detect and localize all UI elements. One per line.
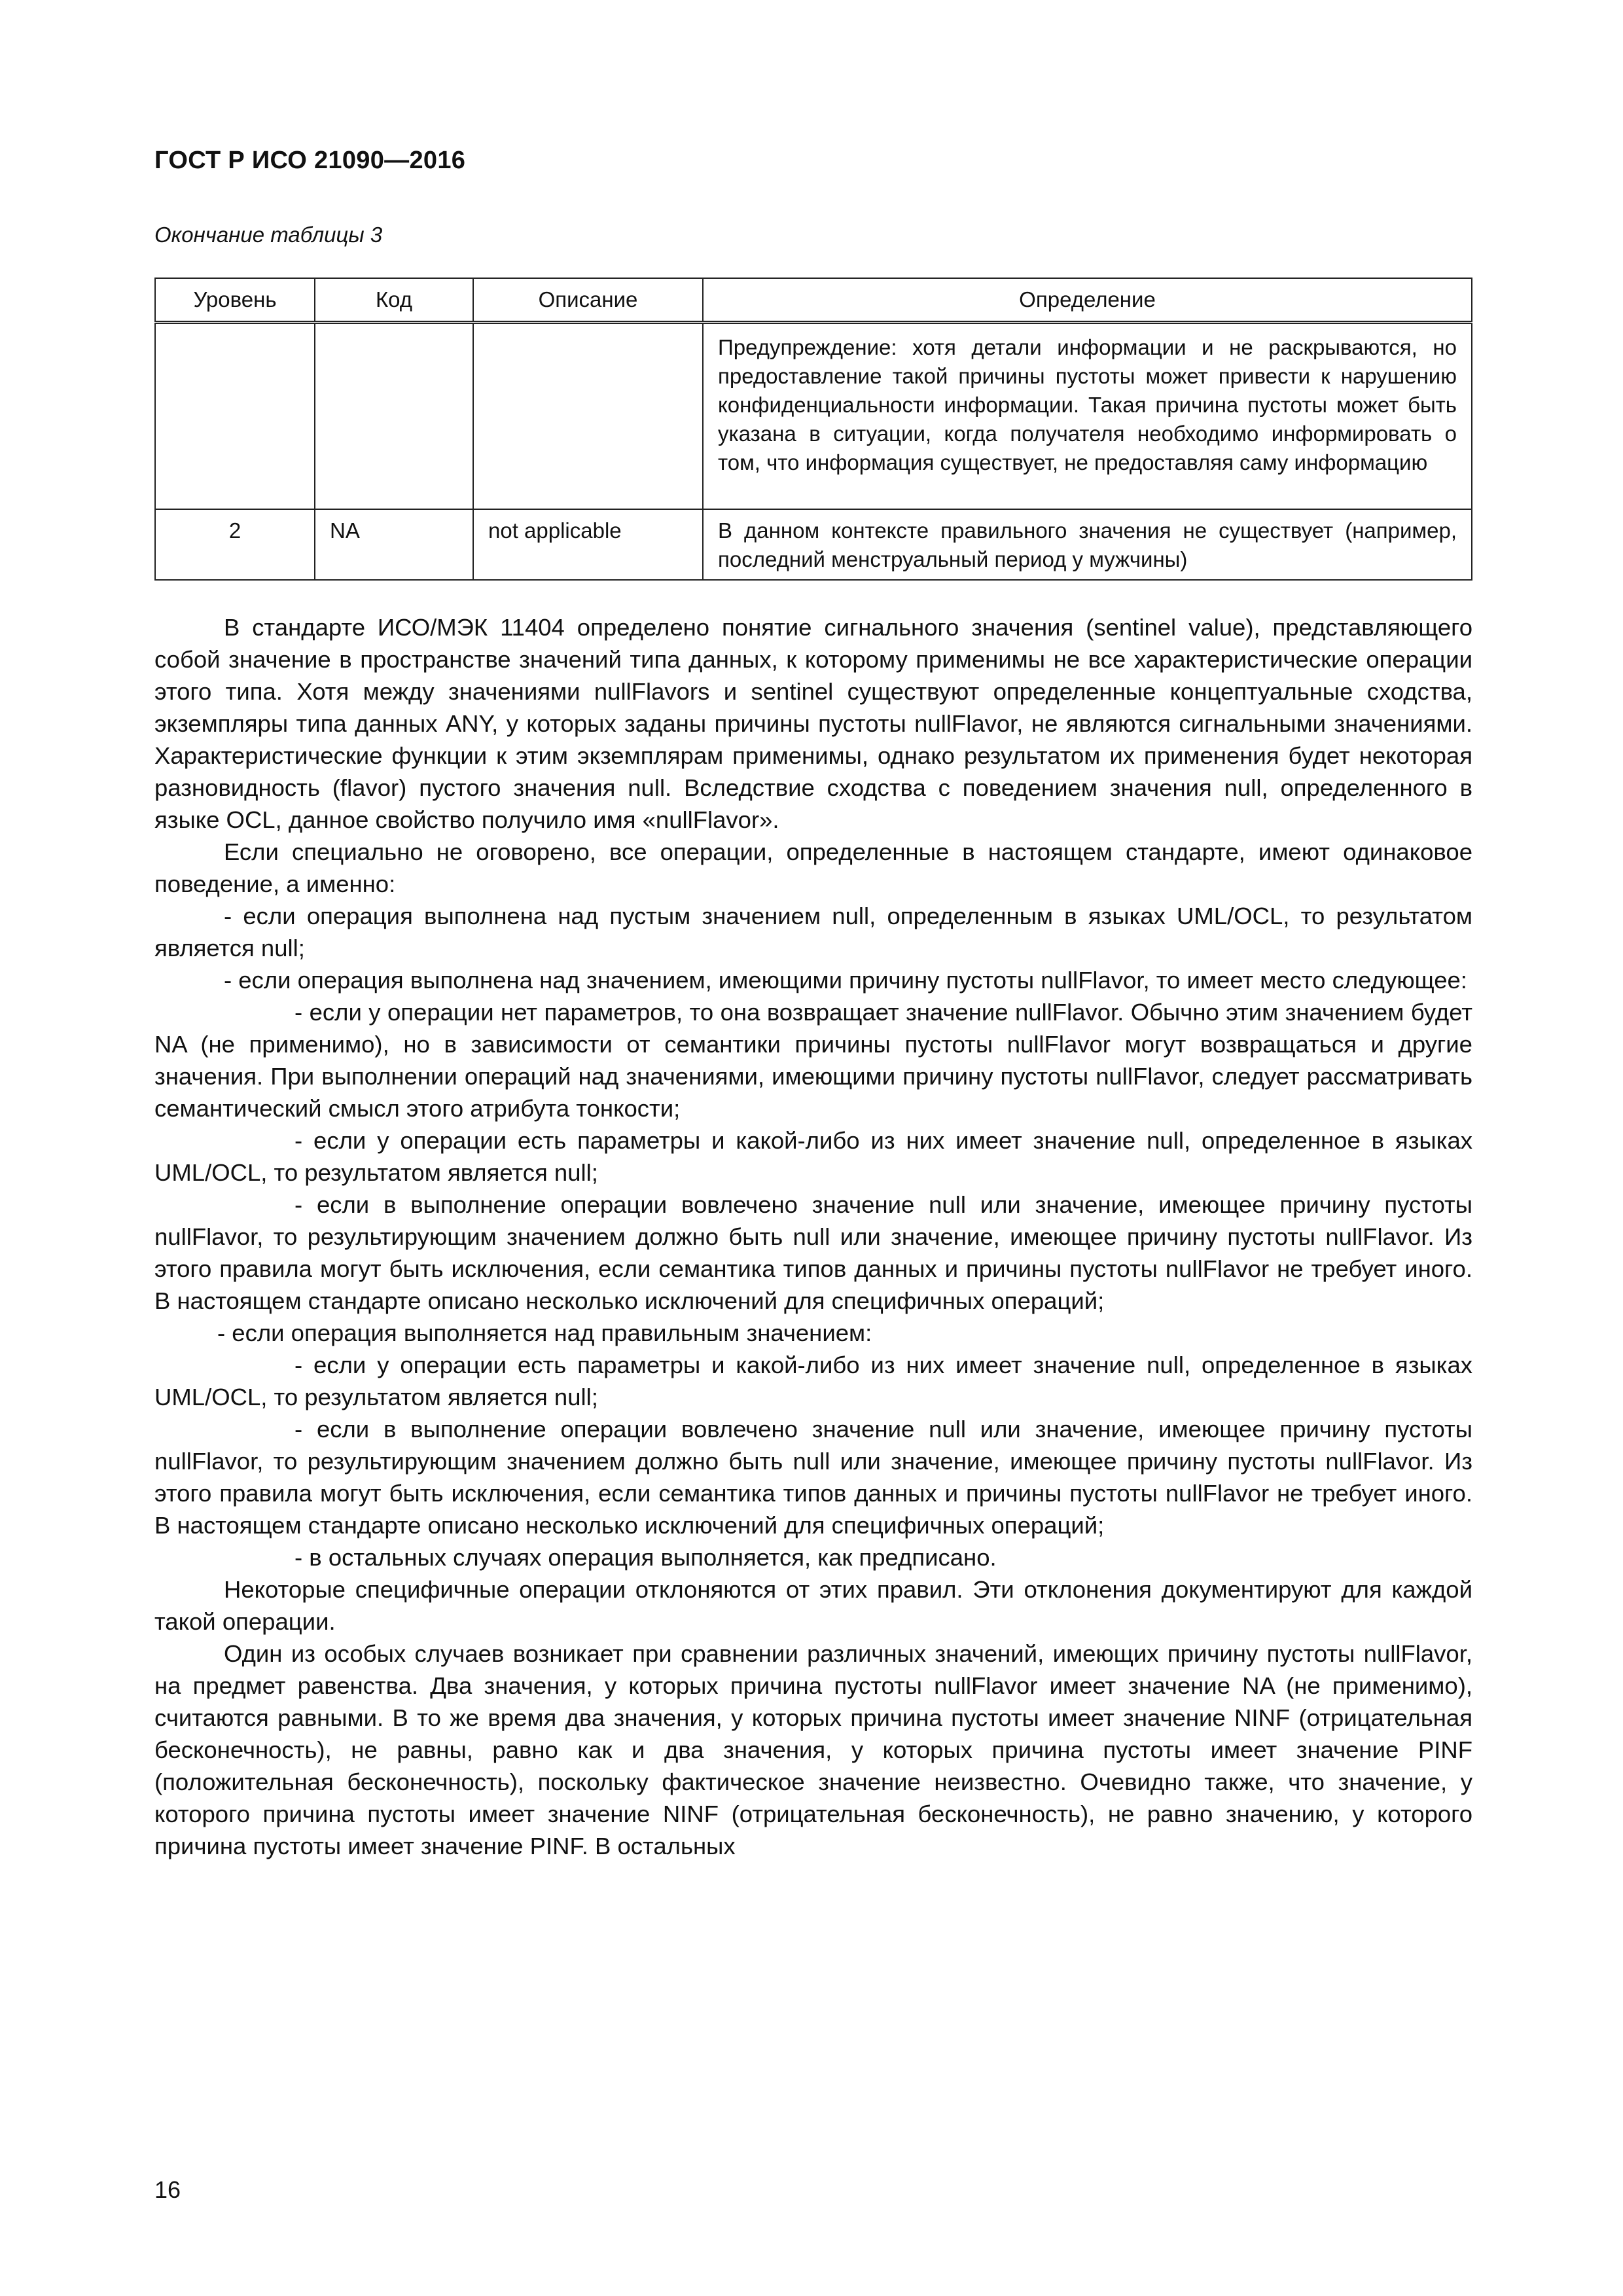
table-row [155, 509, 1472, 580]
column-header-level: Уровень [155, 278, 315, 323]
cell-code: NA [315, 509, 473, 580]
sub-list-item: - если у операции есть параметры и какой-либо из них имеет значение null, определенное в языках UML/OCL, то результатом является null; [154, 1352, 1472, 1410]
table-caption: Окончание таблицы 3 [154, 223, 383, 247]
cell-definition: Предупреждение: хотя детали информации и не раскрываются, но предоставление такой причины пустоты может привести к нарушению конфиденциальности информации. Такая причина пустоты может быть указана в ситуации, когда получателя необходимо информировать о том, что информация существует, не предоставляя саму информацию [703, 323, 1472, 510]
cell-level: 2 [155, 509, 315, 580]
page-number: 16 [154, 2176, 181, 2203]
document-header: ГОСТ Р ИСО 21090—2016 [154, 147, 466, 174]
sub-list-item: - если в выполнение операции вовлечено значение null или значение, имеющее причину пустоты nullFlavor, то результирующим значением должно быть null или значение, имеющее причину пустоты nullFlavor. Из этого правила могут быть исключения, если семантика типов данных и причины пустоты nullFlavor не требует иного. В настоящем стандарте описано несколько исключений для специфичных операций; [154, 1416, 1472, 1539]
column-header-definition: Определение [703, 278, 1472, 323]
cell-description: not applicable [473, 509, 703, 580]
table-row [155, 323, 1472, 510]
sub-list-item: - если у операции нет параметров, то она возвращает значение nullFlavor. Обычно этим значением будет NA (не применимо), но в зависимости от семантики причины пустоты nullFlavor могут возвращаться и другие значения. При выполнении операций над значениями, имеющими причину пустоты nullFlavor, следует рассматривать семантический смысл этого атрибута тонкости; [154, 999, 1472, 1122]
sub-list-item: - если в выполнение операции вовлечено значение null или значение, имеющее причину пустоты nullFlavor, то результирующим значением должно быть null или значение, имеющее причину пустоты nullFlavor. Из этого правила могут быть исключения, если семантика типов данных и причины пустоты nullFlavor не требует иного. В настоящем стандарте описано несколько исключений для специфичных операций; [154, 1191, 1472, 1314]
table-header-row [155, 278, 1472, 323]
sub-list-item: - в остальных случаях операция выполняется, как предписано. [294, 1544, 997, 1571]
paragraph: В стандарте ИСО/МЭК 11404 определено понятие сигнального значения (sentinel value), представляющего собой значение в пространстве значений типа данных, к которому применимы не все характеристические операции этого типа. Хотя между значениями nullFlavors и sentinel существуют определенные концептуальные сходства, экземпляры типа данных ANY, у которых заданы причины пустоты nullFlavor, не являются сигнальными значениями. Характеристические функции к этим экземплярам применимы, однако результатом их применения будет некоторая разновидность (flavor) пустого значения null. Вследствие сходства с поведением значения null, определенного в языке OCL, данное свойство получило имя «nullFlavor». [154, 614, 1472, 833]
paragraph: Один из особых случаев возникает при сравнении различных значений, имеющих причину пустоты nullFlavor, на предмет равенства. Два значения, у которых причина пустоты nullFlavor имеет значение NA (не применимо), считаются равными. В то же время два значения, у которых причина пустоты имеет значение NINF (отрицательная бесконечность), не равны, равно как и два значения, у которых причина пустоты имеет значение PINF (положительная бесконечность), поскольку фактическое значение неизвестно. Очевидно также, что значение, у которого причина пустоты имеет значение NINF (отрицательная бесконечность), не равно значению, у которого причина пустоты имеет значение PINF. В остальных [154, 1640, 1472, 1859]
column-header-code: Код [315, 278, 473, 323]
cell-description [473, 323, 703, 510]
body-text [154, 611, 1472, 1862]
sub-list-item: - если у операции есть параметры и какой-либо из них имеет значение null, определенное в языках UML/OCL, то результатом является null; [154, 1127, 1472, 1186]
paragraph: Некоторые специфичные операции отклоняются от этих правил. Эти отклонения документируют для каждой такой операции. [154, 1576, 1472, 1635]
paragraph: Если специально не оговорено, все операции, определенные в настоящем стандарте, имеют одинаковое поведение, а именно: [154, 838, 1472, 897]
list-item: - если операция выполняется над правильным значением: [217, 1319, 872, 1346]
column-header-description: Описание [473, 278, 703, 323]
cell-code [315, 323, 473, 510]
list-item: - если операция выполнена над пустым значением null, определенным в языках UML/OCL, то результатом является null; [154, 903, 1472, 961]
list-item: - если операция выполнена над значением, имеющими причину пустоты nullFlavor, то имеет место следующее: [224, 967, 1467, 994]
cell-definition: В данном контексте правильного значения не существует (например, последний менструальный период у мужчины) [703, 509, 1472, 580]
cell-level [155, 323, 315, 510]
standard-table [154, 278, 1472, 581]
